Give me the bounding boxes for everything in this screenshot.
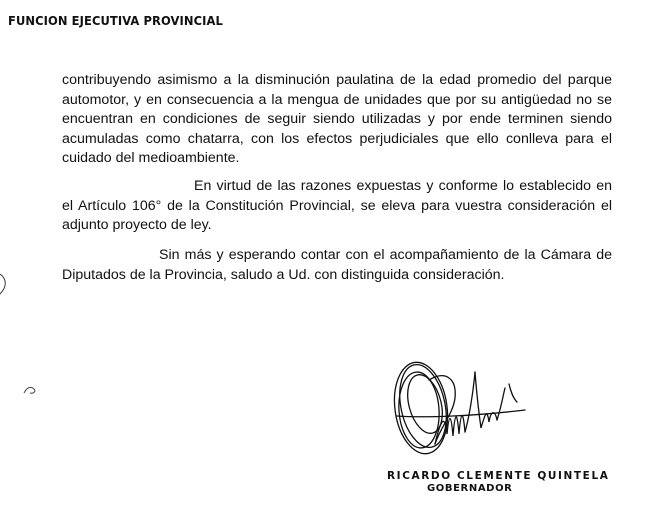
paragraph-constitution: En virtud de las razones expuestas y conforme lo establecido en el Artículo 106° de la Constitución Provincial, se eleva para vuestra consideración el adjunto proyecto de ley.: [62, 178, 612, 233]
signer-title: GOBERNADOR: [427, 483, 513, 494]
document-header: FUNCION EJECUTIVA PROVINCIAL: [8, 13, 223, 28]
paragraph-environment: contribuyendo asimismo a la disminución paulatina de la edad promedio del parque automotor, y en consecuencia a la mengua de unidades que por su antigüedad no se encuentran en condiciones de seguir siendo utilizadas y por ende terminen siendo acumuladas como chatarra, con los efectos perjudiciales que ello conlleva para el cuidado del medioambiente.: [62, 72, 612, 166]
scan-speck: [22, 384, 40, 396]
signature-stamp: [387, 470, 609, 494]
handwritten-signature: [385, 348, 535, 466]
paragraph-closing: Sin más y esperando contar con el acompañamiento de la Cámara de Diputados de la Provincia, saludo a Ud. con distinguida consideración.: [62, 247, 612, 283]
margin-mark: [0, 272, 10, 296]
signer-name: RICARDO CLEMENTE QUINTELA: [387, 470, 610, 482]
